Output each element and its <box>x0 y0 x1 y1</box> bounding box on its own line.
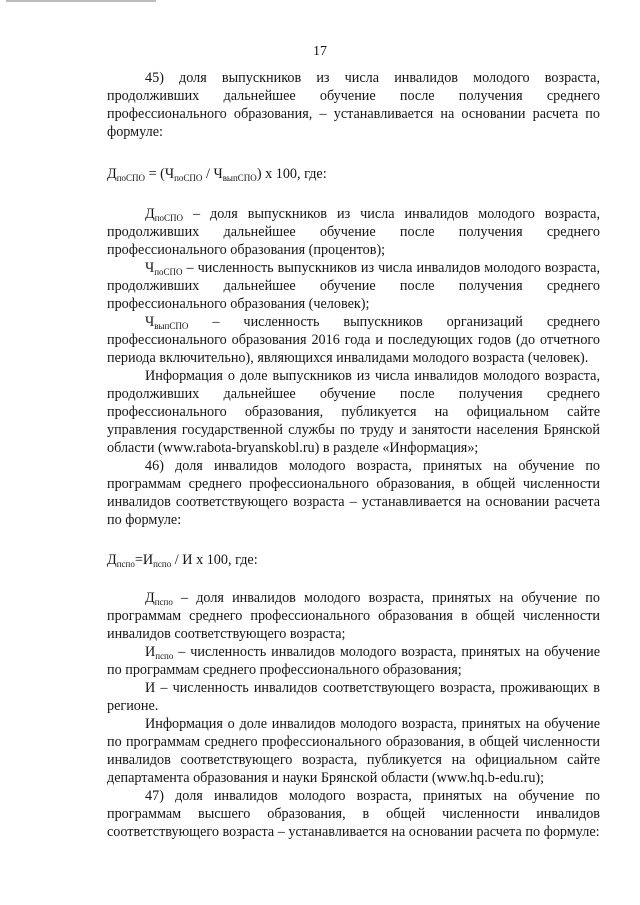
formula-46: $Д_{пспо}=И_{пспо} / И$ х 100, где: <box>107 552 258 569</box>
item-46-definition-1: $Д_{пспо}$ – доля инвалидов молодого возраста, принятых на обучение по программам среднего профессионального образования в общей численности инвалидов соответствующего возраста; <box>107 590 600 642</box>
item-46-definition-3: И – численность инвалидов соответствующего возраста, проживающих в регионе. <box>107 680 600 714</box>
formula-46-numerator: $И_{пспо}$ <box>142 552 172 569</box>
item-46-definition-2: $И_{пспо}$ – численность инвалидов молодого возраста, принятых на обучение по программам среднего профессионального образования; <box>107 644 600 678</box>
symbol-d-pspo: $Д_{пспо}$ <box>145 590 173 607</box>
symbol-ch-pospo: $Ч_{поСПО}$ <box>145 260 183 277</box>
symbol-d-pospo: $Д_{поСПО}$ <box>145 206 184 223</box>
document-body <box>107 69 600 841</box>
formula-45: $Д_{поСПО} = (Ч_{поСПО} / Ч_{выпСПО})$ х 100, где: <box>107 166 327 183</box>
formula-45-numerator: $Ч_{поСПО}$ <box>164 166 203 183</box>
item-45-definition-2: $Ч_{поСПО}$ – численность выпускников из числа инвалидов молодого возраста, продолживших дальнейшее обучение после получения среднего профессионального образования (человек); <box>107 260 600 312</box>
formula-46-lhs: $Д_{пспо}$ <box>107 552 135 569</box>
item-45-intro: 45) доля выпускников из числа инвалидов молодого возраста, продолживших дальнейшее обучение после получения среднего профессионального образования, – устанавливается на основании расчета по формуле: <box>107 70 600 140</box>
item-47-intro: 47) доля инвалидов молодого возраста, принятых на обучение по программам высшего образования, в общей численности инвалидов соответствующего возраста – устанавливается на основании расчета по формуле: <box>107 788 600 840</box>
item-46-info: Информация о доле инвалидов молодого возраста, принятых на обучение по программам среднего профессионального образования, в общей численности инвалидов соответствующего возраста, публикуется на официальном сайте департамента образования и науки Брянской области (www.hq.b-edu.ru); <box>107 716 600 786</box>
page-number: 17 <box>313 44 327 59</box>
item-45-definition-1: $Д_{поСПО}$ – доля выпускников из числа инвалидов молодого возраста, продолживших дальнейшее обучение после получения среднего профессионального образования (процентов); <box>107 206 600 258</box>
item-45-definition-3: $Ч_{выпСПО}$ – численность выпускников организаций среднего профессионального образования 2016 года и последующих годов (до отчетного периода включительно), являющихся инвалидами молодого возраста (человек). <box>107 314 600 366</box>
formula-45-denominator: $Ч_{выпСПО}$ <box>213 166 257 183</box>
symbol-ch-vypspo: $Ч_{выпСПО}$ <box>145 314 189 331</box>
formula-45-lhs: $Д_{поСПО}$ <box>107 166 146 183</box>
item-45-info: Информация о доле выпускников из числа инвалидов молодого возраста, продолживших дальнейшее обучение после получения среднего профессионального образования, публикуется на официальном сайте управления государственной службы по труду и занятости населения Брянской области (www.rabota-bryanskobl.ru) в разделе «Информация»; <box>107 368 600 456</box>
top-border-line <box>6 0 156 2</box>
item-46-intro: 46) доля инвалидов молодого возраста, принятых на обучение по программам среднего профессионального образования, в общей численности инвалидов соответствующего возраста – устанавливается на основании расчета по формуле: <box>107 458 600 528</box>
symbol-i-pspo: $И_{пспо}$ <box>145 644 174 661</box>
